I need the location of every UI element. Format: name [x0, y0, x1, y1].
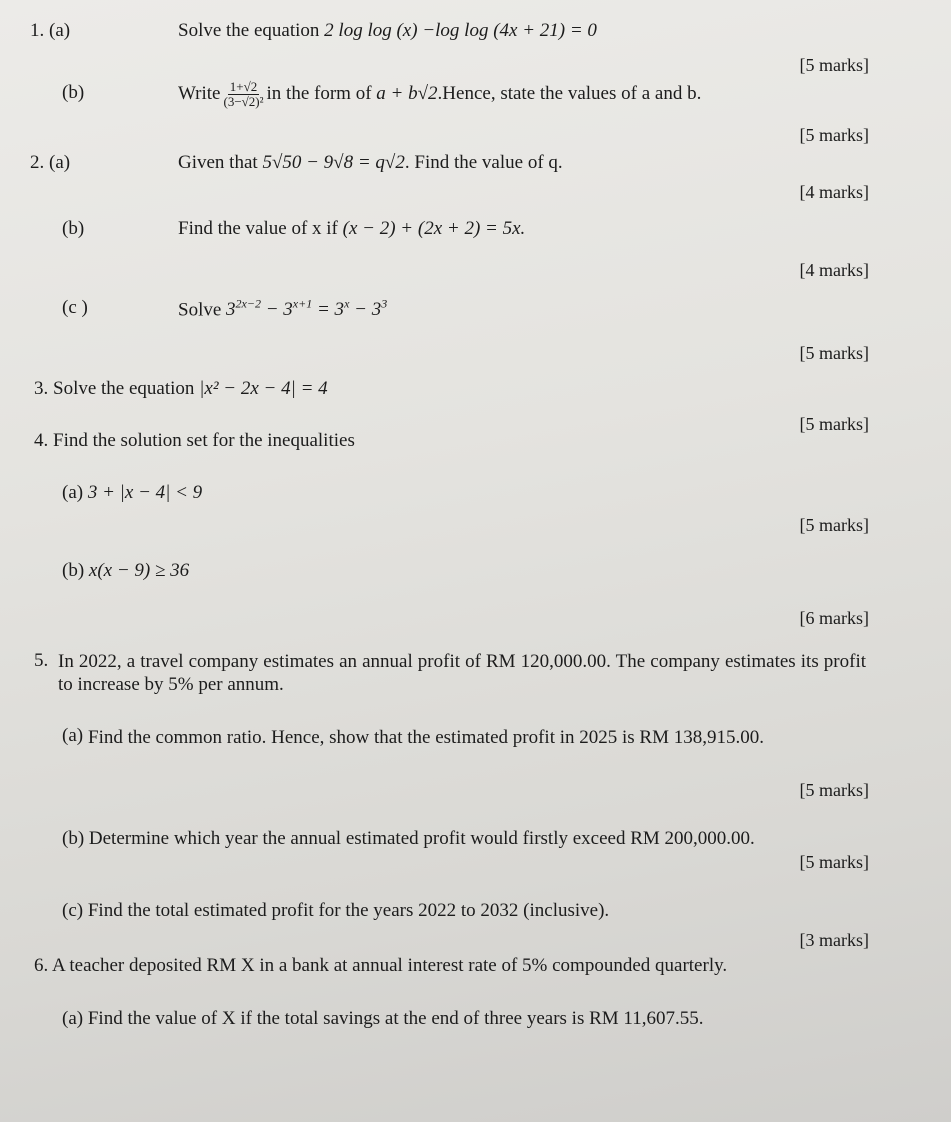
q2a-marks: [4 marks] [799, 182, 869, 202]
q2b-question: Find the value of x if (x − 2) + (2x + 2) = 5x. [178, 218, 526, 239]
q3-question: 3. Solve the equation |x² − 2x − 4| = 4 [34, 378, 328, 399]
q2b-marks: [4 marks] [799, 260, 869, 280]
q1b-marks: [5 marks] [799, 125, 869, 145]
q2b-label: (b) [62, 218, 85, 239]
q5b-question: (b) Determine which year the annual estimated profit would firstly exceed RM 200,000.00. [62, 828, 755, 849]
q2c-marks: [5 marks] [799, 343, 869, 363]
q4a-marks: [5 marks] [799, 515, 869, 535]
q1b-label: (b) [62, 82, 85, 103]
q2c-label: (c ) [62, 297, 88, 318]
q1b-fraction: $\frac{1+√2}{\text{(3−√2)²}}$ [223, 79, 264, 109]
q5a-label: (a) [62, 725, 84, 746]
q1b-question: Write $\frac{1+√2}{\text{(3−√2)²}}$ in the form of a + b√2.Hence, state the values of a and b. [178, 79, 702, 109]
q4b-question: (b) x(x − 9) ≥ 36 [62, 560, 190, 581]
q2c-question: Solve $3^{2x-2} - 3^{x+1} = 3^x - 3^3$ [178, 297, 388, 321]
q2-number: 2. (a) [30, 152, 71, 173]
q4-question: 4. Find the solution set for the inequalities [34, 430, 355, 451]
q4a-question: (a) 3 + |x − 4| < 9 [62, 482, 203, 503]
q2a-question: Given that 5√50 − 9√8 = q√2. Find the value of q. [178, 152, 563, 173]
q4b-marks: [6 marks] [799, 608, 869, 628]
q1a-label: (a) [49, 20, 71, 41]
q1a-equation: 2 log log (x) −log log (4x + 21) = 0 [324, 20, 597, 41]
q5b-marks: [5 marks] [799, 852, 869, 872]
q5-number: 5. [34, 650, 49, 671]
q1a-question: Solve the equation 2 log log (x) −log log (4x + 21) = 0 [178, 20, 597, 41]
q1-number: 1. (a) [30, 20, 71, 41]
q3-marks: [5 marks] [799, 414, 869, 434]
q5-question: In 2022, a travel company estimates an annual profit of RM 120,000.00. The company estimates its profit to increase by 5% per annum. [58, 651, 866, 695]
q5c-question: (c) Find the total estimated profit for the years 2022 to 2032 (inclusive). [62, 900, 610, 921]
q1a-marks: [5 marks] [799, 55, 869, 75]
q5c-marks: [3 marks] [799, 930, 869, 950]
q6-question: 6. A teacher deposited RM X in a bank at annual interest rate of 5% compounded quarterly. [34, 955, 728, 976]
q6a-question: (a) Find the value of X if the total savings at the end of three years is RM 11,607.55. [62, 1008, 704, 1029]
q5a-question: Find the common ratio. Hence, show that the estimated profit in 2025 is RM 138,915.00. [88, 727, 764, 748]
q5a-marks: [5 marks] [799, 780, 869, 800]
